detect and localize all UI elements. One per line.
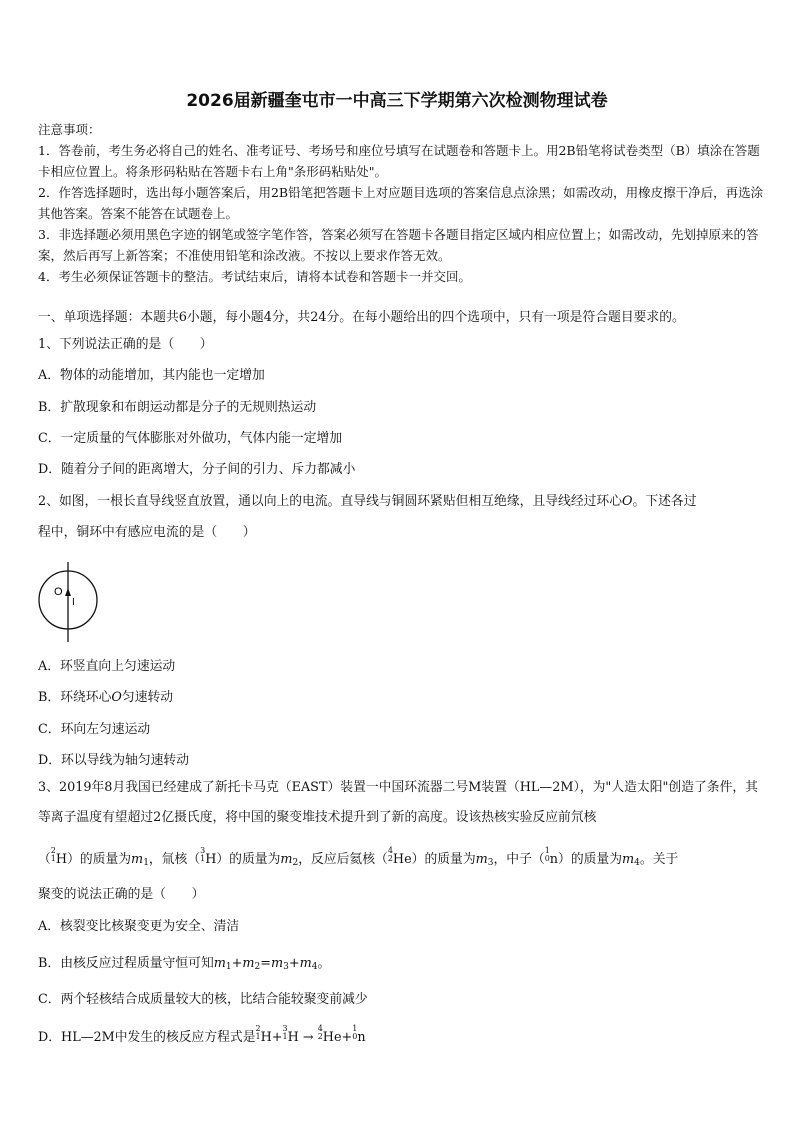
q1-stem: 1、下列说法正确的是（ ） [38,337,213,352]
q3-option-c[interactable]: C．两个轻核结合成质量较大的核，比结合能较聚变前减少 [38,992,368,1007]
q2-option-d[interactable]: D．环以导线为轴匀速转动 [38,753,190,768]
q2-option-b[interactable]: B．环绕环心O匀速转动 [38,690,174,705]
q3-option-a[interactable]: A．核裂变比核聚变更为安全、清洁 [38,919,240,934]
current-arrow-icon [65,588,71,596]
section-heading: 一、单项选择题：本题共6小题，每小题4分，共24分。在每小题给出的四个选项中，只有一项是符合题目要求的。 [38,310,685,325]
instruction-item: 1．答卷前，考生务必将自己的姓名、准考证号、考场号和座位号填写在试题卷和答题卡上。用2B铅笔将试卷类型（B）填涂在答题卡相应位置上。将条形码粘贴在答题卡右上角"条形码粘贴处"。 [38,143,760,179]
instruction-item: 3．非选择题必须用黑色字迹的钢笔或签字笔作答，答案必须写在答题卡各题目指定区域内相应位置上；如需改动，先划掉原来的答案，然后再写上新答案；不准使用铅笔和涂改液。不按以上要求作答无效。 [38,227,759,263]
q2-option-c[interactable]: C．环向左匀速运动 [38,722,151,737]
q2-stem-cont: 程中，铜环中有感应电流的是（ ） [38,525,256,540]
instruction-item: 2．作答选择题时，选出每小题答案后，用2B铅笔把答题卡上对应题目选项的答案信息点涂黑；如需改动，用橡皮擦干净后，再选涂其他答案。答案不能答在试题卷上。 [38,185,764,221]
q3-option-d[interactable]: D．HL—2M中发生的核反应方程式是2 1H+3 1H → 4 2He+1 0n [38,1024,366,1045]
page-title: 2026届新疆奎屯市一中高三下学期第六次检测物理试卷 [186,91,608,111]
q3-option-b[interactable]: B．由核反应过程质量守恒可知$m_1+m_2=m_3+m_4$。 [38,956,331,972]
q1-option-c[interactable]: C．一定质量的气体膨胀对外做功，气体内能一定增加 [38,431,343,446]
instructions-heading: 注意事项： [38,122,101,137]
q3-stem-cont: 聚变的说法正确的是（ ） [38,887,205,902]
center-label: O [54,586,63,598]
q3-stem: 3、2019年8月我国已经建成了新托卡马克（EAST）装置一中国环流器二号M装置（HL—2M），为"人造太阳"创造了条件，其等离子温度有望超过2亿摄氏度，将中国的聚变堆技术提升到了新的高度。设该热核实验反应前氘核 [38,780,758,825]
instructions [38,119,764,287]
wire-ring-figure [34,558,114,644]
q1-option-a[interactable]: A．物体的动能增加，其内能也一定增加 [38,368,265,383]
q2-option-a[interactable]: A．环竖直向上匀速运动 [38,659,176,674]
q1-option-b[interactable]: B．扩散现象和布朗运动都是分子的无规则热运动 [38,400,317,415]
current-label: I [72,597,75,608]
instruction-item: 4．考生必须保证答题卡的整洁。考试结束后，请将本试卷和答题卡一并交回。 [38,269,471,284]
q2-stem: 2、如图，一根长直导线竖直放置，通以向上的电流。直导线与铜圆环紧贴但相互绝缘，且导线经过环心O。下述各过 [38,494,697,509]
q3-stem-masses: （2 1H）的质量为$m_1$，氚核（3 1H）的质量为$m_2$，反应后氦核（4 2He）的质量为$m_3$，中子（1 0n）的质量为$m_4$。关于 [38,846,679,868]
q1-option-d[interactable]: D．随着分子间的距离增大，分子间的引力、斥力都减小 [38,462,356,477]
